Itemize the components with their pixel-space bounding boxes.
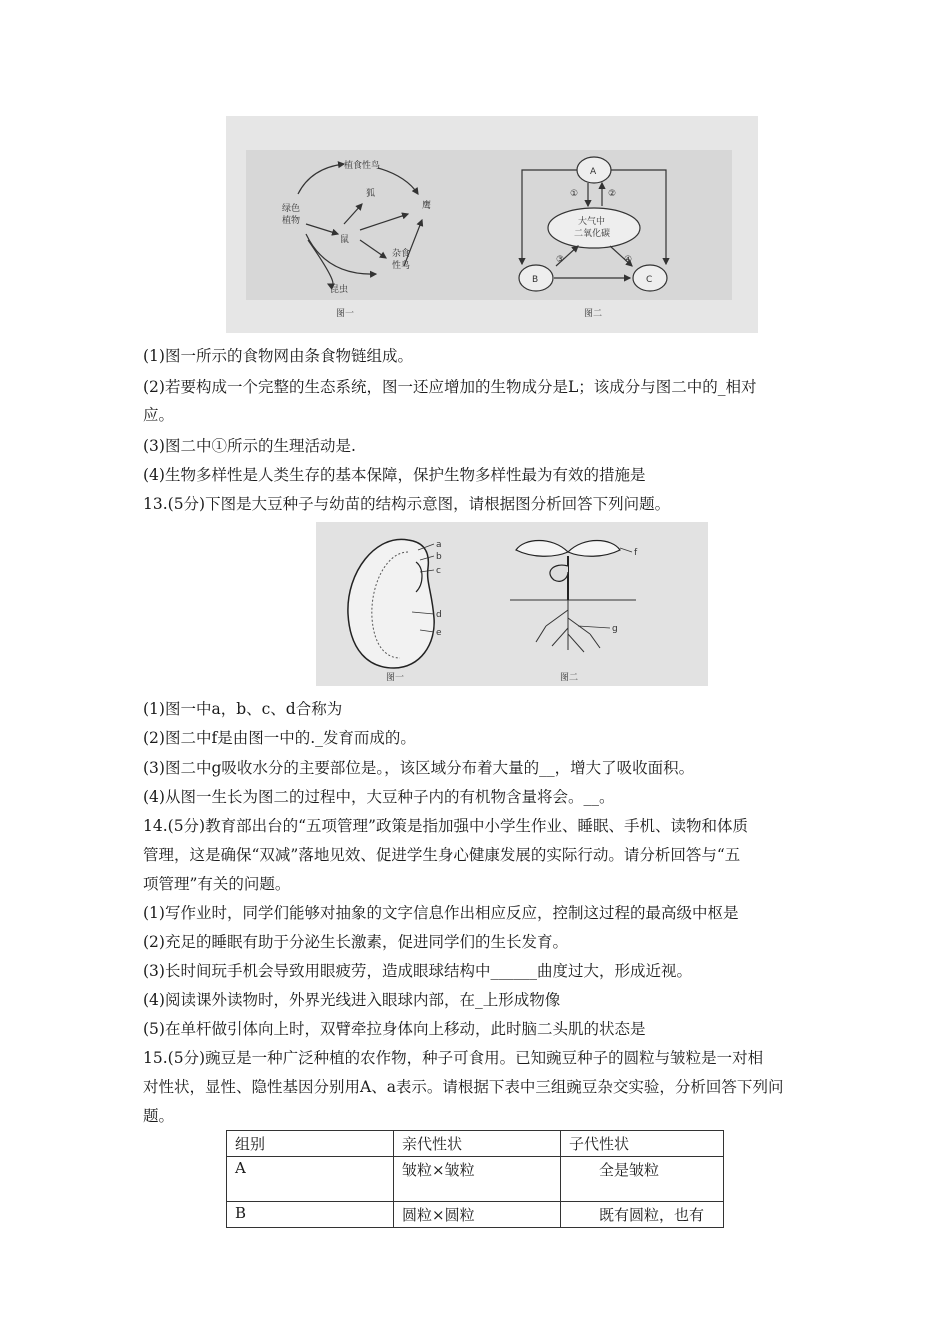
- seedling-label-f: f: [634, 548, 638, 558]
- q15-title-b: 对性状，显性、隐性基因分别用A、a表示。请根据下表中三组豌豆杂交实验，分析回答下列问: [143, 1078, 784, 1096]
- node-c: C: [646, 275, 653, 285]
- seedling-label-g: g: [612, 624, 618, 634]
- table-row: [227, 1202, 724, 1228]
- food-web-carbon-cycle-svg: [226, 116, 758, 333]
- q14-title-c: 项管理”有关的问题。: [143, 875, 291, 893]
- seed-label-e: e: [436, 628, 442, 638]
- row-b-parent: 圆粒×圆粒: [394, 1202, 561, 1228]
- header-offspring-trait: 子代性状: [561, 1131, 724, 1157]
- q12-part-3: (3)图二中①所示的生理活动是.: [143, 437, 356, 455]
- node-fox: 狐: [366, 189, 376, 199]
- node-omni-bird-1: 杂食: [392, 249, 411, 259]
- node-green-plant-2: 植物: [282, 216, 301, 226]
- q14-title-a: 14.(5分)教育部出台的“五项管理”政策是指加强中小学生作业、睡眠、手机、读物和体质: [143, 817, 748, 835]
- caption-seed: 图一: [386, 673, 405, 683]
- q13-part-2: (2)图二中f是由图一中的._发育而成的。: [143, 729, 416, 747]
- seed-label-a: a: [436, 540, 442, 550]
- q14-title-b: 管理，这是确保“双减”落地见效、促进学生身心健康发展的实际行动。请分析回答与“五: [143, 846, 741, 864]
- row-a-parent: 皱粒×皱粒: [394, 1157, 561, 1202]
- seedling-cotyledon: [550, 565, 568, 581]
- table-header-row: [227, 1131, 724, 1157]
- node-green-plant-1: 绿色: [282, 204, 301, 214]
- node-co2-ellipse: [548, 208, 640, 248]
- food-web-carbon-cycle-figure: [226, 116, 758, 333]
- node-b: B: [532, 275, 539, 285]
- header-parent-trait: 亲代性状: [394, 1131, 561, 1157]
- q12-part-1: (1)图一所示的食物网由条食物链组成。: [143, 347, 413, 365]
- q14-part-4: (4)阅读课外读物时，外界光线进入眼球内部，在_上形成物像: [143, 991, 561, 1009]
- soybean-svg: [316, 522, 708, 686]
- soybean-figure: [316, 522, 708, 686]
- node-co2-1: 大气中: [578, 217, 606, 227]
- q13-part-4: (4)从图一生长为图二的过程中，大豆种子内的有机物含量将会。__。: [143, 788, 615, 806]
- caption-seedling: 图二: [560, 673, 579, 683]
- row-a-offspring: 全是皱粒: [561, 1157, 724, 1202]
- q13-title: 13.(5分)下图是大豆种子与幼苗的结构示意图，请根据图分析回答下列问题。: [143, 495, 671, 513]
- q14-part-3: (3)长时间玩手机会导致用眼疲劳，造成眼球结构中______曲度过大，形成近视。: [143, 962, 692, 980]
- seed-label-d: d: [436, 610, 442, 620]
- q14-part-1: (1)写作业时，同学们能够对抽象的文字信息作出相应反应，控制这过程的最高级中枢是: [143, 904, 739, 922]
- header-group: 组别: [227, 1131, 394, 1157]
- q12-part-2a: (2)若要构成一个完整的生态系统，图一还应增加的生物成分是L；该成分与图二中的_相对: [143, 378, 757, 396]
- row-a-group: A: [227, 1157, 394, 1202]
- node-mouse: 鼠: [340, 235, 350, 245]
- q15-title-c: 题。: [143, 1107, 175, 1125]
- arrow-label-2: ②: [608, 189, 617, 199]
- arrow-label-1: ①: [570, 189, 579, 199]
- q14-part-2: (2)充足的睡眠有助于分泌生长激素，促进同学们的生长发育。: [143, 933, 568, 951]
- row-b-group: B: [227, 1202, 394, 1228]
- table-row: [227, 1157, 724, 1202]
- q13-part-1: (1)图一中a，b、c、d合称为: [143, 700, 343, 718]
- arrow-label-4: ④: [624, 255, 633, 265]
- q12-part-2b: 应。: [143, 406, 175, 424]
- q13-part-3: (3)图二中g吸收水分的主要部位是。，该区域分布着大量的__，增大了吸收面积。: [143, 759, 695, 777]
- cross-experiment-table: [226, 1130, 724, 1228]
- q14-part-5: (5)在单杆做引体向上时，双臂牵拉身体向上移动，此时脑二头肌的状态是: [143, 1020, 646, 1038]
- row-b-offspring: 既有圆粒，也有: [561, 1202, 724, 1228]
- seed-label-c: c: [436, 566, 441, 576]
- node-eagle: 鹰: [422, 201, 432, 211]
- q15-title-a: 15.(5分)豌豆是一种广泛种植的农作物，种子可食用。已知豌豆种子的圆粒与皱粒是一对相: [143, 1049, 764, 1067]
- q12-part-4: (4)生物多样性是人类生存的基本保障，保护生物多样性最为有效的措施是: [143, 466, 646, 484]
- node-co2-2: 二氧化碳: [574, 229, 611, 239]
- node-grain-bird: 植食性鸟: [344, 161, 381, 171]
- caption-figure-2: 图二: [584, 309, 603, 319]
- node-a: A: [590, 167, 597, 177]
- node-insect: 昆虫: [330, 285, 349, 295]
- node-omni-bird-2: 性鸟: [392, 261, 411, 271]
- arrow-label-3: ③: [556, 255, 565, 265]
- caption-figure-1: 图一: [336, 309, 355, 319]
- seed-label-b: b: [436, 552, 442, 562]
